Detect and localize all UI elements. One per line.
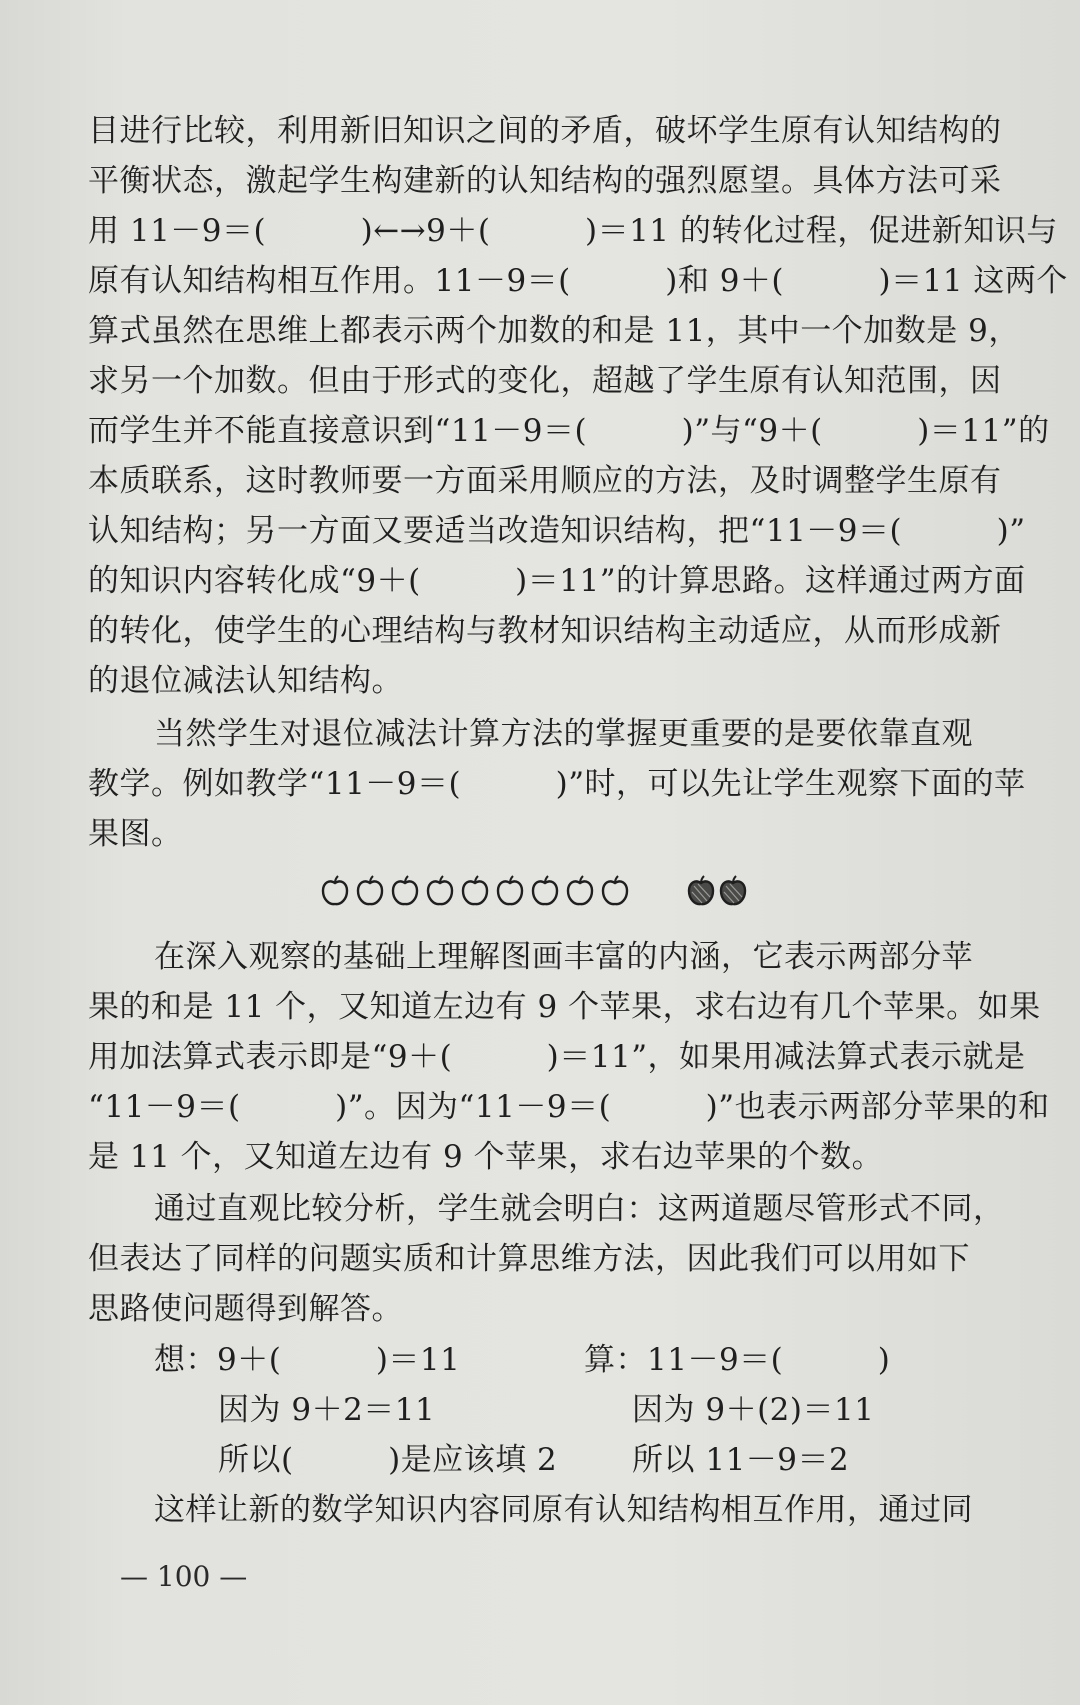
text-line: 但表达了同样的问题实质和计算思维方法，因此我们可以用如下	[88, 1241, 970, 1277]
text-line: 在深入观察的基础上理解图画丰富的内涵，它表示两部分苹	[154, 939, 973, 975]
text-line: 认知结构；另一方面又要适当改造知识结构，把“11－9＝( )”	[88, 513, 1026, 549]
apple-figure	[320, 868, 748, 914]
calc-line-3: 所以 11－9＝2	[632, 1442, 850, 1478]
apple-outline-icon	[460, 874, 490, 908]
text-line: 果的和是 11 个，又知道左边有 9 个苹果，求右边有几个苹果。如果	[88, 989, 1041, 1025]
text-line: 算式虽然在思维上都表示两个加数的和是 11，其中一个加数是 9，	[88, 313, 1020, 349]
apple-outline-icon	[390, 874, 420, 908]
think-line-2: 因为 9＋2＝11	[218, 1392, 436, 1428]
apple-outline-icon	[600, 874, 630, 908]
text-line: 通过直观比较分析，学生就会明白：这两道题尽管形式不同，	[154, 1191, 1005, 1227]
text-line: 而学生并不能直接意识到“11－9＝( )”与“9＋( )＝11”的	[88, 413, 1050, 449]
text-line: 用加法算式表示即是“9＋( )＝11”，如果用减法算式表示就是	[88, 1039, 1026, 1075]
paragraph-4	[88, 1184, 1014, 1334]
text-line: 的退位减法认知结构。	[88, 663, 403, 699]
apple-outline-icon	[530, 874, 560, 908]
text-line: 的知识内容转化成“9＋( )＝11”的计算思路。这样通过两方面	[88, 563, 1026, 599]
apple-outline-icon	[425, 874, 455, 908]
paragraph-2-text	[88, 709, 1026, 859]
paragraph-4-text	[88, 1184, 1014, 1334]
page-number: — 100 —	[120, 1560, 248, 1593]
calc-line-2: 因为 9＋(2)＝11	[632, 1392, 875, 1428]
text-line: 这样让新的数学知识内容同原有认知结构相互作用，通过同	[154, 1492, 973, 1528]
text-line: 思路使问题得到解答。	[88, 1291, 403, 1327]
paragraph-5-text	[88, 1485, 1014, 1535]
text-line: 用 11－9＝( )←→9＋( )＝11 的转化过程，促进新知识与	[88, 213, 1058, 249]
paragraph-1	[88, 106, 1068, 706]
paragraph-3	[88, 932, 1050, 1182]
text-line: 求另一个加数。但由于形式的变化，超越了学生原有认知范围，因	[88, 363, 1002, 399]
paragraph-5	[88, 1485, 1014, 1535]
apple-group-left	[320, 874, 630, 908]
apple-group-right	[686, 874, 748, 908]
calc-line-1: 算：11－9＝( )	[584, 1342, 891, 1378]
think-line-1: 想：9＋( )＝11	[154, 1342, 461, 1378]
text-line: 果图。	[88, 816, 183, 852]
text-line: 平衡状态，激起学生构建新的认知结构的强烈愿望。具体方法可采	[88, 163, 1002, 199]
apple-outline-icon	[355, 874, 385, 908]
think-line-3: 所以( )是应该填 2	[218, 1442, 558, 1478]
apple-outline-icon	[495, 874, 525, 908]
text-line: 当然学生对退位减法计算方法的掌握更重要的是要依靠直观	[154, 716, 973, 752]
text-line: 原有认知结构相互作用。11－9＝( )和 9＋( )＝11 这两个	[88, 263, 1068, 299]
text-line: 的转化，使学生的心理结构与教材知识结构主动适应，从而形成新	[88, 613, 1002, 649]
apple-outline-icon	[320, 874, 350, 908]
apple-outline-icon	[565, 874, 595, 908]
text-line: 本质联系，这时教师要一方面采用顺应的方法，及时调整学生原有	[88, 463, 1002, 499]
text-line: 教学。例如教学“11－9＝( )”时，可以先让学生观察下面的苹	[88, 766, 1026, 802]
text-line: 目进行比较，利用新旧知识之间的矛盾，破坏学生原有认知结构的	[88, 113, 1002, 149]
text-line: “11－9＝( )”。因为“11－9＝( )”也表示两部分苹果的和	[88, 1089, 1050, 1125]
paragraph-3-text	[88, 932, 1050, 1182]
paragraph-1-text	[88, 106, 1068, 706]
text-line: 是 11 个，又知道左边有 9 个苹果，求右边苹果的个数。	[88, 1139, 884, 1175]
apple-filled-icon	[718, 874, 748, 908]
apple-filled-icon	[686, 874, 716, 908]
paragraph-2	[88, 709, 1026, 859]
